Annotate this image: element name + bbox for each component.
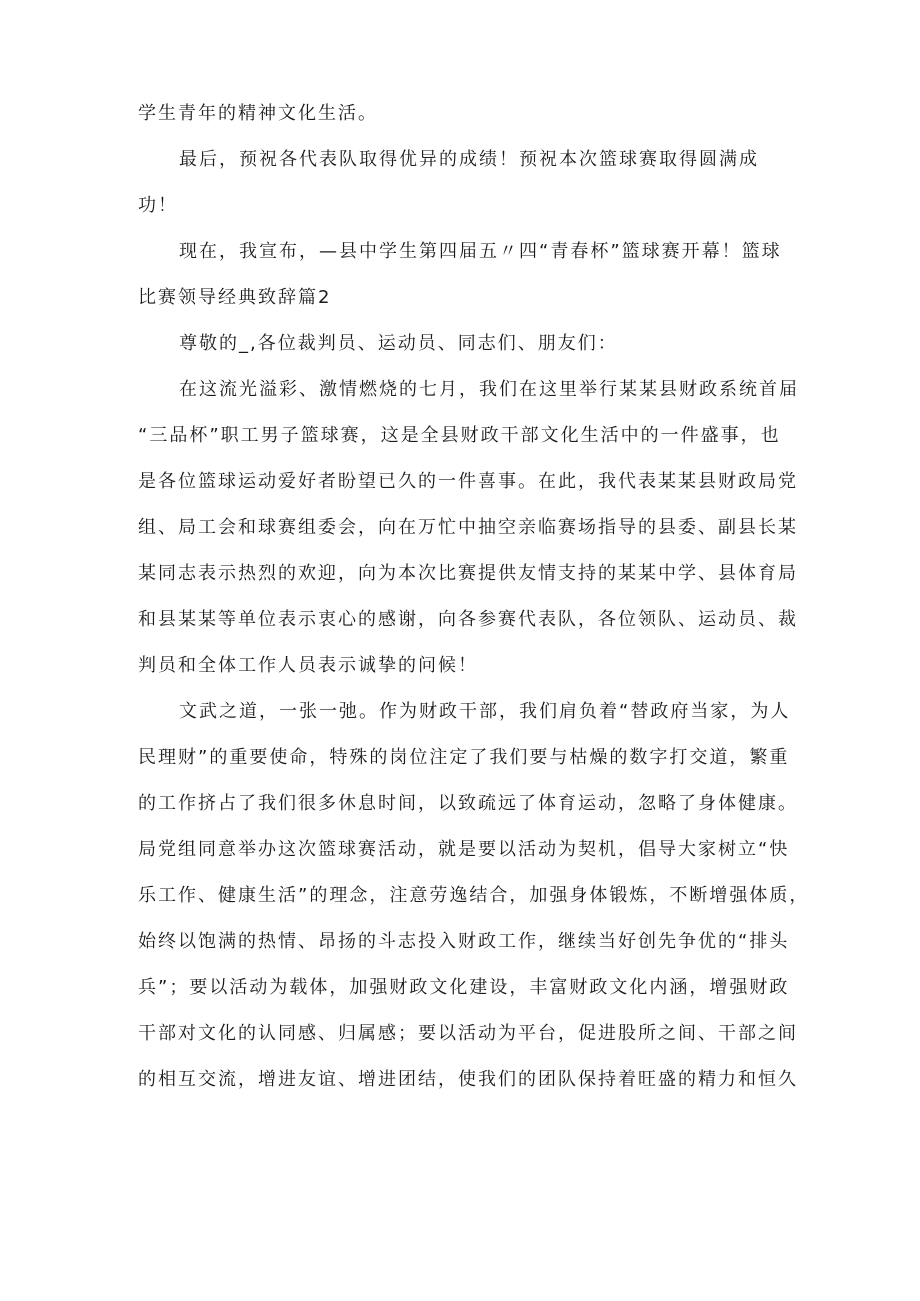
section-heading: 比赛领导经典致辞篇2 (138, 287, 332, 308)
text-line-12: 和县某某等单位表示衷心的感谢，向各参赛代表队，各位领队、运动员、裁 (138, 609, 798, 630)
text-line-18: 乐工作、健康生活”的理念，注意劳逸结合，加强身体锻炼，不断增强体质， (138, 885, 810, 906)
text-line-8: “三品杯”职工男子篮球赛，这是全县财政干部文化生活中的一件盛事，也 (138, 425, 781, 446)
text-line-4: 现在，我宣布，—县中学生第四届五〃四“青春杯”篮球赛开幕！篮球 (179, 241, 782, 262)
text-line-14: 文武之道，一张一弛。作为财政干部，我们肩负着“替政府当家，为人 (179, 701, 791, 722)
text-line-20: 兵”；要以活动为载体，加强财政文化建设，丰富财政文化内涵，增强财政 (138, 977, 790, 998)
text-line-3: 功！ (138, 195, 178, 216)
text-line-7: 在这流光溢彩、激情燃烧的七月，我们在这里举行某某县财政系统首届 (179, 379, 799, 400)
text-line-2: 最后，预祝各代表队取得优异的成绩！预祝本次篮球赛取得圆满成 (179, 149, 759, 170)
text-line-17: 局党组同意举办这次篮球赛活动，就是要以活动为契机，倡导大家树立“快 (138, 839, 790, 860)
text-line-10: 组、局工会和球赛组委会，向在万忙中抽空亲临赛场指导的县委、副县长某 (138, 517, 798, 538)
text-line-15: 民理财”的重要使命，特殊的岗位注定了我们要与枯燥的数字打交道，繁重 (138, 747, 790, 768)
salutation: 尊敬的_,各位裁判员、运动员、同志们、朋友们： (179, 333, 618, 354)
text-line-13: 判员和全体工作人员表示诚挚的问候！ (138, 655, 478, 676)
text-line-9: 是各位篮球运动爱好者盼望已久的一件喜事。在此，我代表某某县财政局党 (138, 471, 798, 492)
text-line-19: 始终以饱满的热情、昂扬的斗志投入财政工作，继续当好创先争优的“排头 (138, 931, 790, 952)
text-line-22: 的相互交流，增进友谊、增进团结，使我们的团队保持着旺盛的精力和恒久 (138, 1069, 798, 1090)
text-line-21: 干部对文化的认同感、归属感；要以活动为平台，促进股所之间、干部之间 (138, 1023, 798, 1044)
text-line-11: 某同志表示热烈的欢迎，向为本次比赛提供友情支持的某某中学、县体育局 (138, 563, 798, 584)
text-line-16: 的工作挤占了我们很多休息时间，以致疏远了体育运动，忽略了身体健康。 (138, 793, 798, 814)
text-line-1: 学生青年的精神文化生活。 (138, 103, 378, 124)
